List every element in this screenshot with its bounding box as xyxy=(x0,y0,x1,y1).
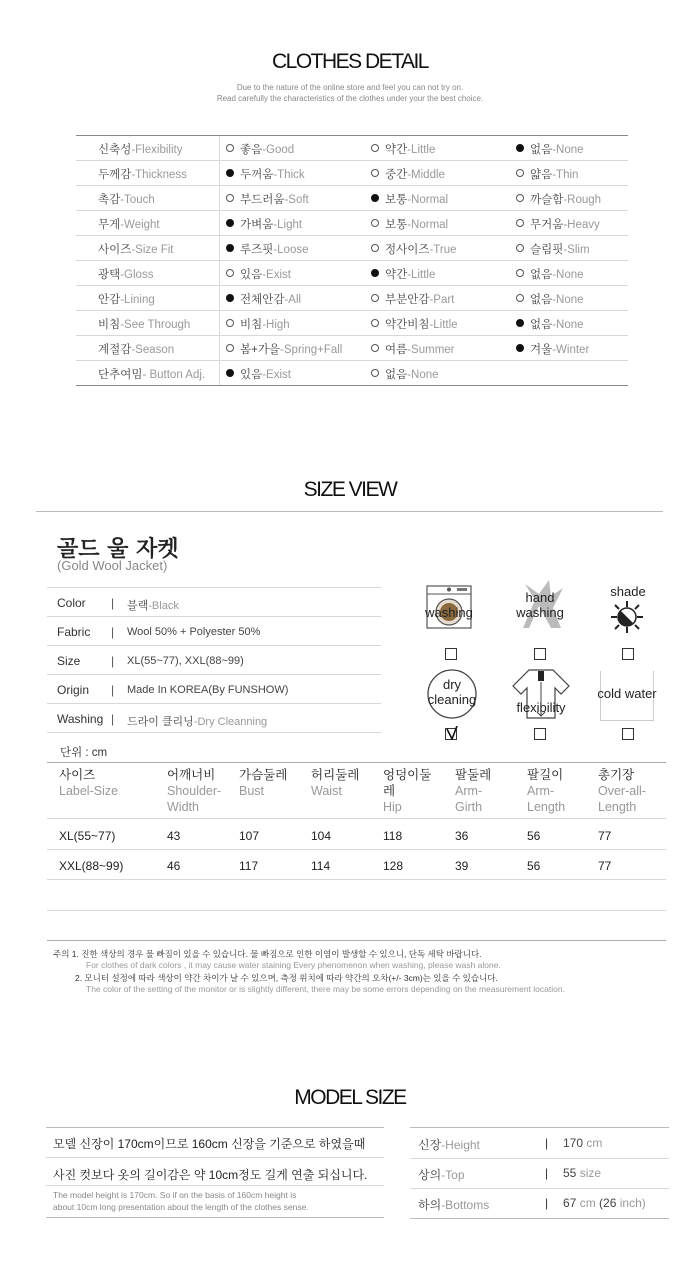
size-view-rule xyxy=(36,511,663,512)
model-label-kr: 하의 xyxy=(418,1198,442,1212)
info-value xyxy=(127,626,260,638)
selected-dot-icon xyxy=(516,144,524,152)
detail-option-en: -Middle xyxy=(407,169,445,181)
detail-row-label xyxy=(98,291,155,307)
detail-option-kr: 봄+가을 xyxy=(240,344,281,356)
size-header-en: Shoulder-Width xyxy=(167,784,222,814)
detail-option-kr: 루즈핏 xyxy=(240,244,274,256)
clothes-detail-subtitle-2: Read carefully the characteristics of the clothes under your the best choice. xyxy=(216,94,484,103)
info-row-divider xyxy=(47,703,381,704)
model-label-kr: 상의 xyxy=(418,1168,442,1182)
detail-label-kr: 안감 xyxy=(98,294,121,306)
size-header-divider xyxy=(47,818,666,819)
detail-option-en: -None xyxy=(552,319,584,331)
detail-option-en: -Normal xyxy=(407,194,449,206)
info-separator: | xyxy=(111,625,115,639)
info-value xyxy=(127,713,267,729)
detail-label-kr: 촉감 xyxy=(98,194,121,206)
size-header-en: Label-Size xyxy=(59,784,119,798)
model-value-extra-unit: inch) xyxy=(619,1196,646,1210)
detail-option xyxy=(371,341,455,357)
unit-label: 단위 : cm xyxy=(60,747,108,759)
detail-option xyxy=(226,141,294,157)
detail-option-kr: 약간 xyxy=(385,144,408,156)
selected-dot-icon xyxy=(226,219,234,227)
info-value xyxy=(127,655,244,667)
size-row-divider xyxy=(47,879,666,880)
detail-row xyxy=(76,261,628,285)
size-table-cell: 77 xyxy=(598,859,612,873)
detail-row xyxy=(76,136,628,160)
model-size-label xyxy=(418,1196,489,1213)
model-size-separator: | xyxy=(545,1136,549,1150)
model-size-separator: | xyxy=(545,1166,549,1180)
detail-option-en: -Loose xyxy=(273,244,309,256)
detail-option xyxy=(371,216,448,232)
detail-option-en: -None xyxy=(552,144,584,156)
size-table-cell: 56 xyxy=(527,859,541,873)
detail-row-label xyxy=(98,341,174,357)
size-header-en: Over-all-Length xyxy=(598,784,646,814)
empty-dot-icon xyxy=(226,194,234,202)
info-label: Color xyxy=(57,596,86,610)
detail-option xyxy=(371,291,454,307)
size-header-kr: 엉덩이둘레 xyxy=(383,768,432,798)
care-label-shade: shade xyxy=(610,584,646,599)
empty-dot-icon xyxy=(226,269,234,277)
size-header-kr: 가슴둘레 xyxy=(239,768,288,782)
detail-option-kr: 약간 xyxy=(385,269,408,281)
clothes-detail-title: CLOTHES DETAIL xyxy=(272,50,428,73)
detail-option-en: -Little xyxy=(407,269,436,281)
detail-option xyxy=(516,216,600,232)
detail-label-en: -Touch xyxy=(120,194,155,206)
detail-option xyxy=(516,341,589,357)
detail-option-kr: 없음 xyxy=(530,294,553,306)
detail-option-kr: 부드러움 xyxy=(240,194,285,206)
detail-option-kr: 여름 xyxy=(385,344,408,356)
selected-dot-icon xyxy=(226,294,234,302)
note-2: 2. 모니터 설정에 따라 색상이 약간 차이가 날 수 있으며, 측정 위치에 따라 약간의 오차(+/- 3cm)는 있을 수 있습니다. xyxy=(75,973,498,983)
detail-label-en: - Button Adj. xyxy=(142,369,206,381)
model-value-unit: cm xyxy=(579,1196,596,1210)
detail-row-label xyxy=(98,266,153,282)
empty-dot-icon xyxy=(371,294,379,302)
detail-option-kr: 가벼움 xyxy=(240,219,274,231)
detail-option-en: -Slim xyxy=(563,244,590,256)
info-row xyxy=(57,647,381,675)
detail-label-kr: 신축성 xyxy=(98,144,132,156)
size-table-header xyxy=(455,767,507,815)
size-table-cell: 39 xyxy=(455,859,469,873)
detail-option-kr: 두꺼움 xyxy=(240,169,274,181)
detail-row xyxy=(76,211,628,235)
detail-option-kr: 약간비침 xyxy=(385,319,430,331)
detail-label-en: -Weight xyxy=(120,219,160,231)
detail-row xyxy=(76,186,628,210)
model-value-extra: (26 xyxy=(599,1196,617,1210)
size-table-cell: 128 xyxy=(383,859,404,873)
size-table-header xyxy=(598,767,664,815)
info-row-divider xyxy=(47,645,381,646)
detail-option xyxy=(226,241,309,257)
info-row-divider xyxy=(47,616,381,617)
size-table-cell: 117 xyxy=(239,859,259,873)
detail-row xyxy=(76,311,628,335)
size-table-cell: 46 xyxy=(167,859,181,873)
detail-option xyxy=(226,341,342,357)
detail-option-kr: 중간 xyxy=(385,169,408,181)
info-value-main: 드라이 클리닝 xyxy=(127,716,194,728)
size-header-en: Bust xyxy=(239,784,265,798)
empty-dot-icon xyxy=(516,194,524,202)
model-value-number: 67 xyxy=(563,1196,577,1210)
detail-label-en: -Lining xyxy=(120,294,155,306)
size-header-kr: 총기장 xyxy=(598,768,635,782)
size-header-en: Hip xyxy=(383,800,402,814)
note-1: 주의 1. 진한 색상의 경우 물 빠짐이 있을 수 있습니다. 물 빠짐으로 인한 이염이 발생할 수 있으니, 단독 세탁 바랍니다. xyxy=(53,949,482,959)
detail-option xyxy=(516,166,578,182)
selected-dot-icon xyxy=(226,369,234,377)
size-table-cell: 56 xyxy=(527,829,541,843)
info-row xyxy=(57,589,381,617)
detail-option xyxy=(226,216,302,232)
info-row xyxy=(57,676,381,704)
size-table-cell: 43 xyxy=(167,829,181,843)
detail-option-kr: 있음 xyxy=(240,269,263,281)
selected-dot-icon xyxy=(516,319,524,327)
detail-option-kr: 부분안감 xyxy=(385,294,430,306)
detail-option-kr: 보통 xyxy=(385,219,408,231)
care-check-flexibility xyxy=(534,728,546,740)
size-table-header xyxy=(311,767,371,799)
info-row xyxy=(57,618,381,646)
detail-option xyxy=(516,141,584,157)
detail-option-kr: 정사이즈 xyxy=(385,244,430,256)
detail-option-en: -Thin xyxy=(552,169,579,181)
detail-row xyxy=(76,236,628,260)
empty-dot-icon xyxy=(516,169,524,177)
detail-bottom-rule xyxy=(76,385,628,386)
detail-option xyxy=(516,291,584,307)
detail-option-kr: 없음 xyxy=(385,369,408,381)
detail-option xyxy=(226,316,290,332)
detail-row-label xyxy=(98,191,155,207)
detail-label-en: -Thickness xyxy=(131,169,187,181)
size-header-en: Arm-Length xyxy=(527,784,566,814)
model-text-1: 모델 신장이 170cm이므로 160cm 신장을 기준으로 하였을때 xyxy=(53,1137,366,1151)
empty-dot-icon xyxy=(371,169,379,177)
size-table-cell: 77 xyxy=(598,829,612,843)
detail-option xyxy=(371,141,435,157)
detail-option xyxy=(371,316,458,332)
model-label-en: -Top xyxy=(441,1168,465,1182)
detail-option-en: -Summer xyxy=(407,344,455,356)
size-table-cell: 107 xyxy=(239,829,260,843)
detail-option-en: -True xyxy=(429,244,457,256)
model-label-en: -Height xyxy=(441,1138,480,1152)
detail-option-en: -None xyxy=(407,369,439,381)
model-text-rule-1 xyxy=(46,1127,384,1128)
empty-dot-icon xyxy=(516,269,524,277)
detail-option-en: -Thick xyxy=(273,169,305,181)
detail-option xyxy=(226,266,291,282)
detail-option xyxy=(226,366,291,382)
model-text-rule-3 xyxy=(46,1185,384,1186)
product-name: 골드 울 자켓 xyxy=(57,537,179,562)
model-size-value xyxy=(563,1166,601,1180)
model-label-kr: 신장 xyxy=(418,1138,442,1152)
detail-option-kr: 겨울 xyxy=(530,344,553,356)
care-check-washing xyxy=(445,648,457,660)
detail-option-kr: 슬림핏 xyxy=(530,244,564,256)
detail-row-label xyxy=(98,166,187,182)
empty-dot-icon xyxy=(516,244,524,252)
detail-option-en: -Exist xyxy=(262,269,291,281)
detail-option-en: -None xyxy=(552,269,584,281)
size-table-header xyxy=(59,767,159,799)
info-separator: | xyxy=(111,683,115,697)
info-value-main: Wool 50% + Polyester 50% xyxy=(127,626,261,638)
detail-option-en: -Little xyxy=(407,144,436,156)
empty-dot-icon xyxy=(516,294,524,302)
model-row-divider xyxy=(410,1218,669,1219)
detail-option-kr: 없음 xyxy=(530,144,553,156)
detail-option-en: -Good xyxy=(262,144,295,156)
model-text-2: 사진 컷보다 옷의 길이감은 약 10cm정도 길게 연출 되십니다. xyxy=(53,1168,368,1182)
info-separator: | xyxy=(111,654,115,668)
info-value-main: Made In KOREA(By FUNSHOW) xyxy=(127,684,289,696)
model-value-unit: size xyxy=(579,1166,602,1180)
model-size-row xyxy=(410,1128,669,1158)
detail-option xyxy=(516,191,601,207)
detail-option-en: -Normal xyxy=(407,219,449,231)
size-header-kr: 사이즈 xyxy=(59,768,96,782)
empty-dot-icon xyxy=(226,319,234,327)
note-2-en: The color of the setting of the monitor or is slightly different, there may be some errors depending on the measurement location. xyxy=(86,984,565,994)
model-value-number: 170 xyxy=(563,1136,584,1150)
size-table-cell: 36 xyxy=(455,829,469,843)
detail-label-en: -Season xyxy=(131,344,175,356)
detail-label-en: -Gloss xyxy=(120,269,154,281)
model-label-en: -Bottoms xyxy=(441,1198,490,1212)
size-table-cell: 118 xyxy=(383,829,403,843)
size-table-cell: XXL(88~99) xyxy=(59,859,124,873)
detail-label-kr: 비침 xyxy=(98,319,121,331)
empty-dot-icon xyxy=(371,369,379,377)
detail-label-kr: 두께감 xyxy=(98,169,132,181)
care-label-washing: washing xyxy=(425,605,473,620)
detail-label-en: -See Through xyxy=(120,319,191,331)
info-row-divider xyxy=(47,674,381,675)
detail-option-en: -Part xyxy=(429,294,455,306)
info-value-main: XL(55~77), XXL(88~99) xyxy=(127,655,244,667)
detail-option-kr: 있음 xyxy=(240,369,263,381)
model-size-row xyxy=(410,1158,669,1188)
detail-option xyxy=(226,191,309,207)
size-table-header xyxy=(527,767,579,815)
detail-option-en: -Spring+Fall xyxy=(280,344,343,356)
info-separator: | xyxy=(111,596,115,610)
detail-option xyxy=(371,266,435,282)
care-check-hand-washing xyxy=(534,648,546,660)
empty-dot-icon xyxy=(226,344,234,352)
detail-option-kr: 얇음 xyxy=(530,169,553,181)
info-value xyxy=(127,684,288,696)
detail-option-en: -All xyxy=(284,294,302,306)
model-size-value xyxy=(563,1136,602,1150)
size-table-header xyxy=(383,767,443,815)
selected-dot-icon xyxy=(516,344,524,352)
detail-row-label xyxy=(98,316,190,332)
detail-option-kr: 까슬함 xyxy=(530,194,564,206)
info-label: Fabric xyxy=(57,625,91,639)
notes-rule xyxy=(47,940,666,941)
model-size-row xyxy=(410,1188,669,1218)
detail-row-label xyxy=(98,366,205,382)
size-table-end-rule xyxy=(47,910,666,911)
detail-option-kr: 없음 xyxy=(530,269,553,281)
empty-dot-icon xyxy=(371,319,379,327)
detail-option xyxy=(516,266,584,282)
care-check-cold-water xyxy=(622,728,634,740)
detail-row xyxy=(76,361,628,385)
care-label-hand-washing: hand washing xyxy=(516,590,564,620)
info-label: Origin xyxy=(57,683,90,697)
detail-label-kr: 단추여밈 xyxy=(98,369,143,381)
empty-dot-icon xyxy=(226,144,234,152)
detail-row xyxy=(76,336,628,360)
size-table-top-rule xyxy=(47,762,666,763)
care-label-cold-water: cold water xyxy=(597,686,657,701)
model-size-separator: | xyxy=(545,1196,549,1210)
detail-option-en: -Soft xyxy=(284,194,309,206)
model-size-value xyxy=(563,1196,646,1210)
detail-row-label xyxy=(98,216,160,232)
detail-option-en: -Exist xyxy=(262,369,291,381)
model-text-rule-2 xyxy=(46,1157,384,1158)
info-rule xyxy=(47,587,381,588)
model-text-en-1: The model height is 170cm. So if on the basis of 160cm height is xyxy=(53,1190,297,1200)
empty-dot-icon xyxy=(371,244,379,252)
size-header-kr: 어깨너비 xyxy=(167,768,216,782)
model-size-title: MODEL SIZE xyxy=(294,1086,406,1109)
model-value-unit: cm xyxy=(586,1136,603,1150)
detail-option-en: -High xyxy=(262,319,290,331)
detail-option xyxy=(516,316,584,332)
detail-option xyxy=(371,366,439,382)
size-table-cell: XL(55~77) xyxy=(59,829,116,843)
detail-row xyxy=(76,161,628,185)
detail-option-kr: 비침 xyxy=(240,319,263,331)
detail-option-en: -Heavy xyxy=(563,219,600,231)
detail-label-kr: 사이즈 xyxy=(98,244,132,256)
info-value-main: 블랙 xyxy=(127,600,149,612)
clothes-detail-subtitle: Due to the nature of the online store and feel you can not try on. xyxy=(236,83,464,92)
info-value-en: -Black xyxy=(148,600,179,612)
selected-dot-icon xyxy=(371,194,379,202)
info-label: Washing xyxy=(57,712,104,726)
detail-label-kr: 계절감 xyxy=(98,344,132,356)
detail-option xyxy=(371,191,448,207)
detail-option xyxy=(516,241,590,257)
empty-dot-icon xyxy=(516,219,524,227)
shade-sun-icon xyxy=(610,600,644,634)
model-text-en-2: about 10cm long presentation about the length of the clothes sense. xyxy=(53,1202,309,1212)
info-label: Size xyxy=(57,654,81,668)
detail-option-en: -Rough xyxy=(563,194,602,206)
product-name-en: (Gold Wool Jacket) xyxy=(57,558,168,573)
size-header-kr: 팔둘레 xyxy=(455,768,492,782)
selected-dot-icon xyxy=(371,269,379,277)
info-value-en: -Dry Cleanning xyxy=(193,716,268,728)
detail-label-en: -Size Fit xyxy=(131,244,174,256)
detail-label-kr: 광택 xyxy=(98,269,121,281)
detail-option xyxy=(226,291,301,307)
care-label-flexibility: flexibility xyxy=(516,700,566,715)
empty-dot-icon xyxy=(371,219,379,227)
size-header-en: Waist xyxy=(311,784,342,798)
detail-option xyxy=(371,241,457,257)
detail-option-en: -Little xyxy=(429,319,458,331)
info-value xyxy=(127,597,179,613)
detail-option xyxy=(371,166,445,182)
info-row xyxy=(57,705,381,733)
detail-label-kr: 무게 xyxy=(98,219,121,231)
size-row-divider xyxy=(47,849,666,850)
detail-option-kr: 무거움 xyxy=(530,219,564,231)
info-separator: | xyxy=(111,712,115,726)
detail-row xyxy=(76,286,628,310)
info-row-divider xyxy=(47,732,381,733)
size-header-en: Arm-Girth xyxy=(455,784,483,814)
detail-row-label xyxy=(98,141,182,157)
detail-option-kr: 전체안감 xyxy=(240,294,285,306)
size-table-cell: 114 xyxy=(311,859,331,873)
size-header-kr: 팔길이 xyxy=(527,768,564,782)
size-header-kr: 허리둘레 xyxy=(311,768,360,782)
care-label-dry-cleaning: dry cleaning xyxy=(427,677,477,707)
size-table-header xyxy=(239,767,299,799)
size-view-title: SIZE VIEW xyxy=(303,478,397,501)
detail-option-kr: 보통 xyxy=(385,194,408,206)
detail-label-en: -Flexibility xyxy=(131,144,183,156)
selected-dot-icon xyxy=(226,244,234,252)
detail-option-en: -Winter xyxy=(552,344,590,356)
empty-dot-icon xyxy=(371,144,379,152)
detail-option xyxy=(226,166,305,182)
detail-option-kr: 없음 xyxy=(530,319,553,331)
note-1-en: For clothes of dark colors , it may cause water staining Every phenomenon when washing, please wash alone. xyxy=(86,960,501,970)
size-table-cell: 104 xyxy=(311,829,332,843)
detail-row-label xyxy=(98,241,174,257)
detail-option-en: -Light xyxy=(273,219,303,231)
model-size-label xyxy=(418,1136,480,1153)
detail-option-kr: 좋음 xyxy=(240,144,263,156)
care-check-dry-cleaning xyxy=(445,728,457,740)
model-size-label xyxy=(418,1166,465,1183)
empty-dot-icon xyxy=(371,344,379,352)
care-check-shade xyxy=(622,648,634,660)
model-value-number: 55 xyxy=(563,1166,577,1180)
detail-option-en: -None xyxy=(552,294,584,306)
size-table-header xyxy=(167,767,229,815)
model-text-rule-4 xyxy=(46,1217,384,1218)
selected-dot-icon xyxy=(226,169,234,177)
